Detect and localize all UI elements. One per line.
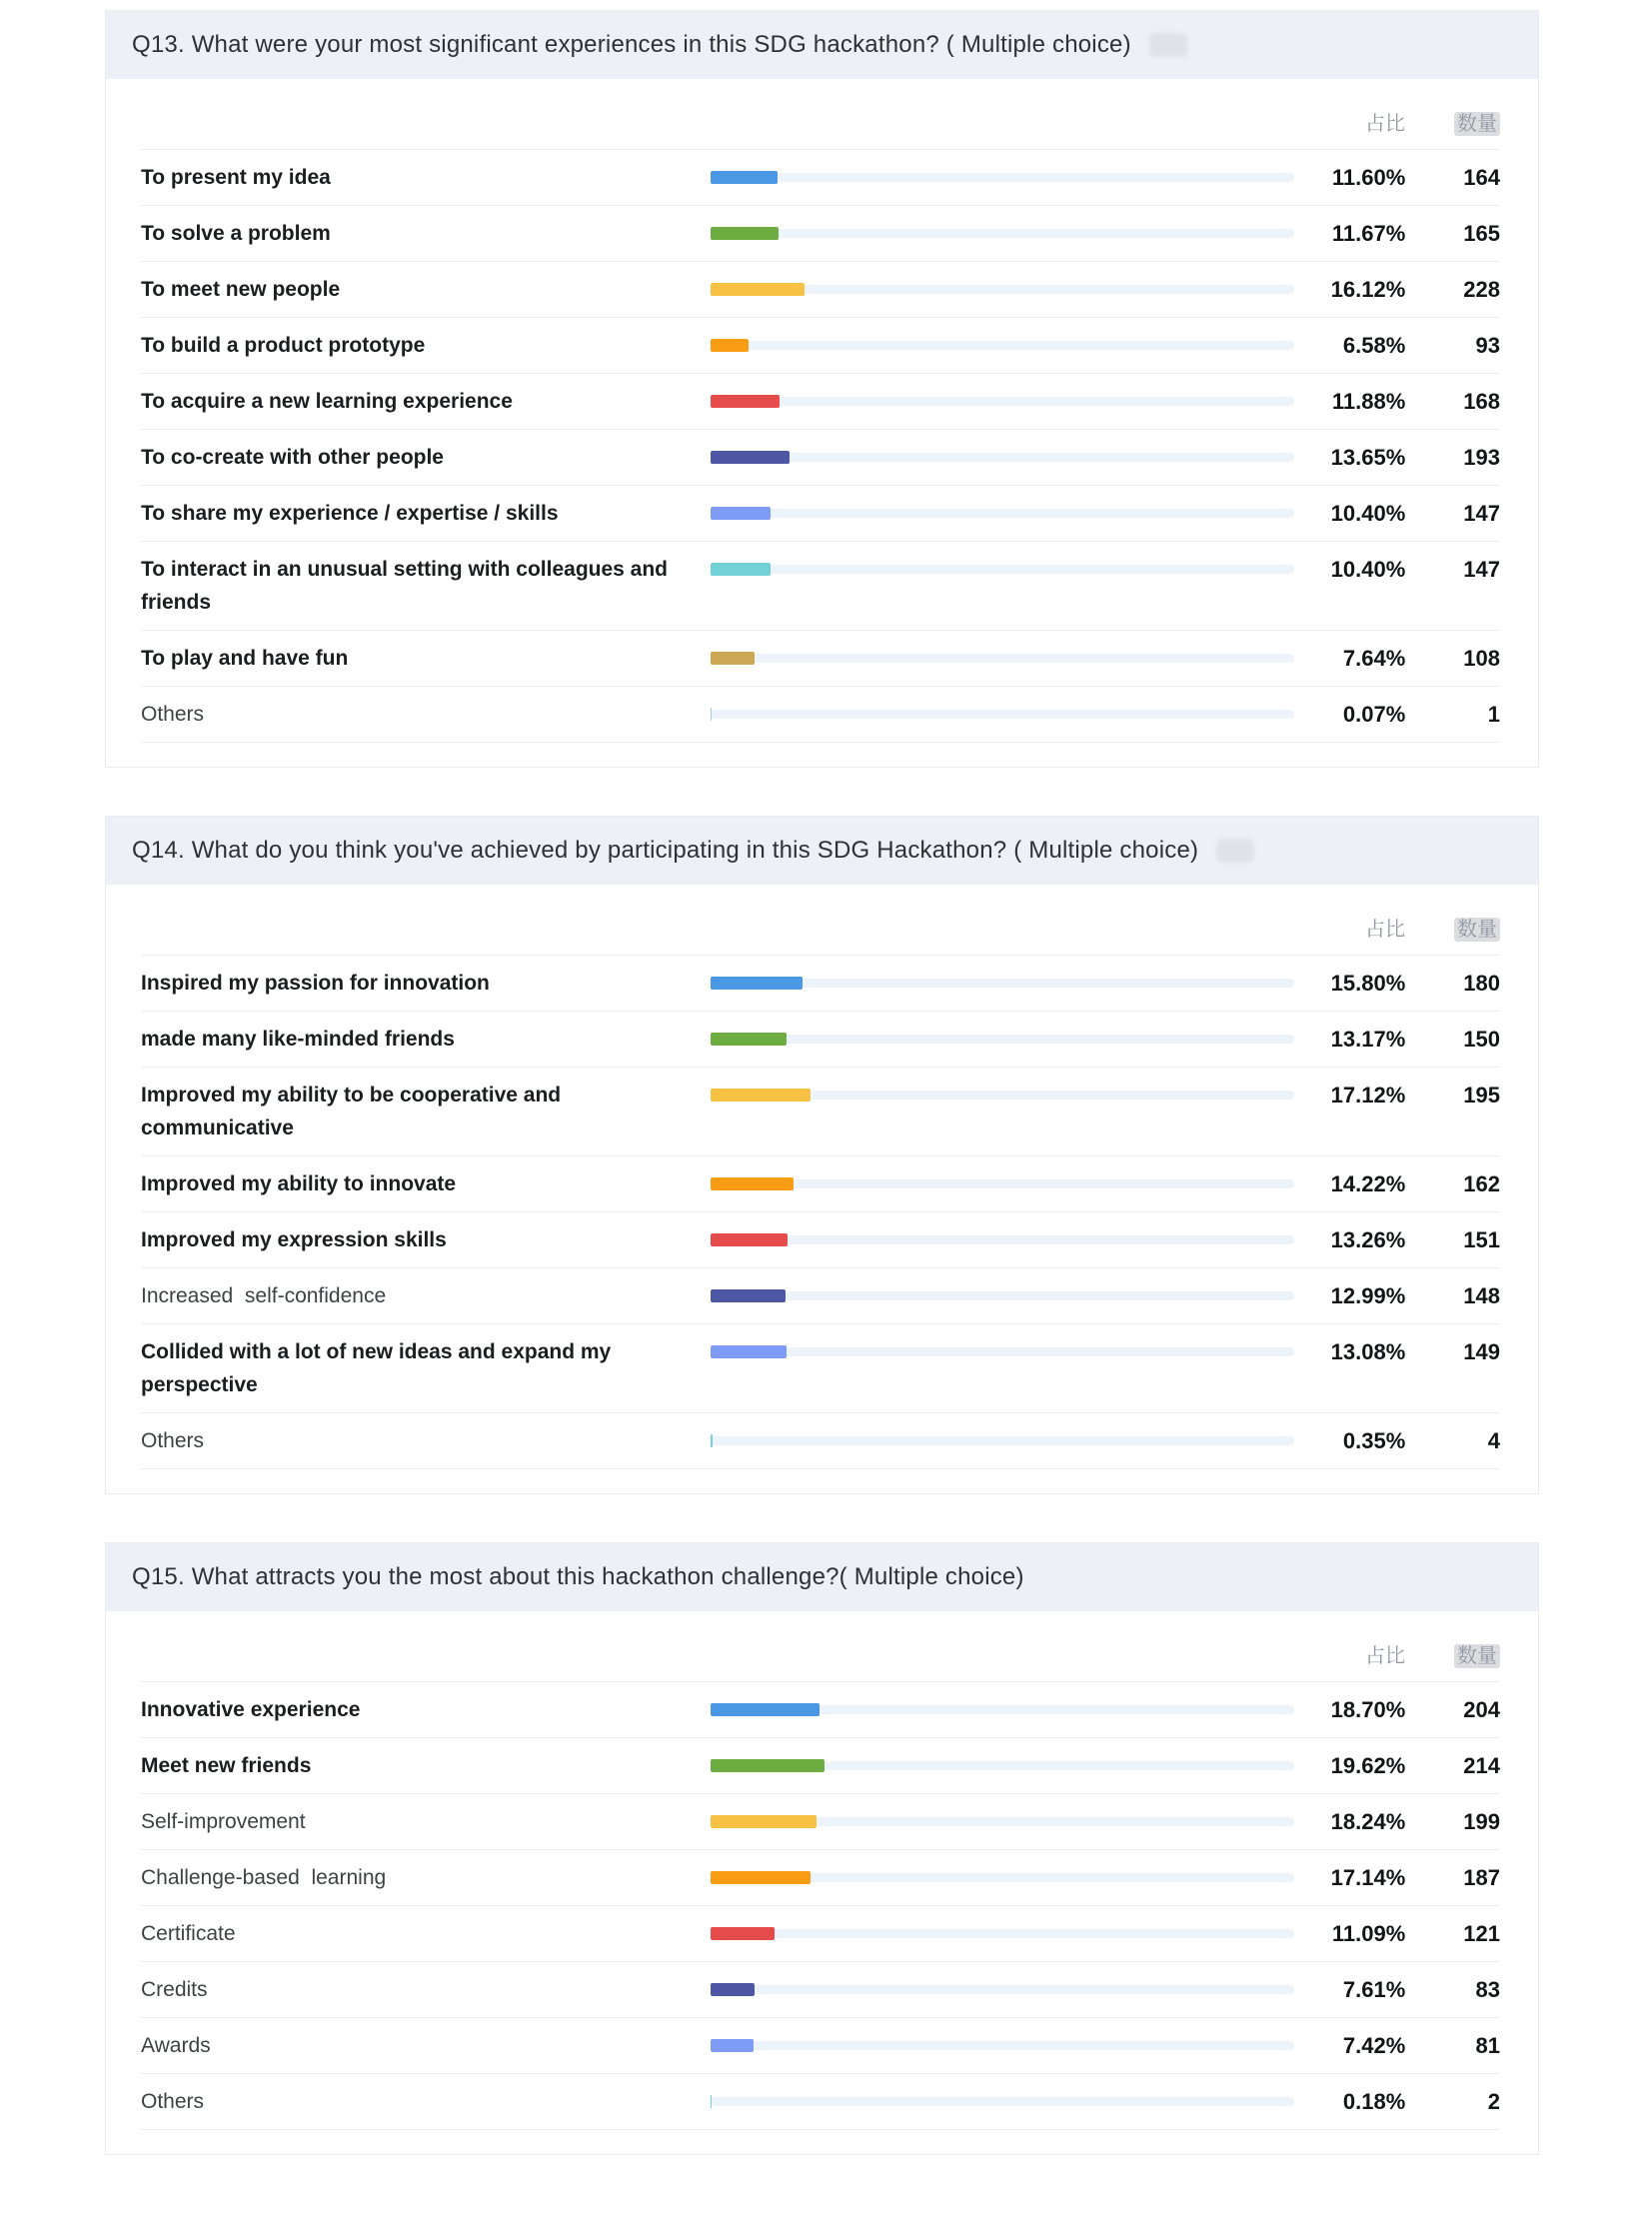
answer-label: Improved my expression skills [141,1223,705,1256]
answer-label: To solve a problem [141,217,705,250]
answer-label: Certificate [141,1917,705,1950]
pct-value: 18.70% [1304,1693,1406,1726]
count-value: 187 [1405,1861,1500,1894]
answer-rows [141,956,1500,1469]
bar-fill [711,339,749,352]
answer-label: To co-create with other people [141,441,705,474]
answer-row [141,1738,1500,1794]
bar-track [711,453,1294,462]
bar-fill [711,1289,787,1302]
answer-bar [705,385,1304,418]
pct-value: 11.09% [1304,1917,1406,1950]
answer-row [141,542,1500,631]
bar-track [711,710,1294,719]
bar-fill [711,507,772,520]
answer-bar [705,1973,1304,2006]
answer-bar [705,1279,1304,1312]
bar-fill [711,1033,788,1046]
question-body [106,1611,1538,2154]
answer-label: Collided with a lot of new ideas and expand my perspective [141,1335,705,1401]
answer-row [141,1156,1500,1212]
question-panel [105,816,1539,1494]
answer-bar [705,497,1304,530]
question-title-bar [106,1543,1538,1611]
answer-row [141,1850,1500,1906]
answer-bar [705,1079,1304,1112]
column-headers [141,897,1500,956]
answer-rows [141,1682,1500,2130]
answer-bar [705,1167,1304,1200]
count-header-highlight: 数量 [1454,918,1500,942]
blurred-badge [1149,33,1187,57]
bar-track [711,1179,1294,1188]
count-value: 108 [1405,642,1500,675]
bar-track [711,1929,1294,1938]
count-value: 168 [1405,385,1500,418]
answer-label: made many like-minded friends [141,1023,705,1056]
answer-label: Self-improvement [141,1805,705,1838]
answer-row [141,2018,1500,2074]
answer-row [141,486,1500,542]
answer-bar [705,273,1304,306]
question-title: Q15. What attracts you the most about this hackathon challenge?( Multiple choice) [132,1563,1024,1591]
count-value: 4 [1405,1424,1500,1457]
bar-fill [711,283,805,296]
answer-row [141,1212,1500,1268]
answer-bar [705,642,1304,675]
answer-row [141,687,1500,743]
bar-fill [711,1177,794,1190]
answer-bar [705,967,1304,1000]
bar-track [711,1985,1294,1994]
answer-row [141,631,1500,687]
bar-fill [711,1703,820,1716]
pct-value: 13.26% [1304,1223,1406,1256]
count-value: 165 [1405,217,1500,250]
answer-label: To share my experience / expertise / skills [141,497,705,530]
answer-label: Inspired my passion for innovation [141,967,705,1000]
pct-value: 11.88% [1304,385,1406,418]
count-value: 151 [1405,1223,1500,1256]
pct-value: 11.67% [1304,217,1406,250]
count-value: 180 [1405,967,1500,1000]
answer-label: Others [141,1424,705,1457]
bar-track [711,1436,1294,1445]
count-value: 162 [1405,1167,1500,1200]
count-value: 2 [1405,2085,1500,2118]
bar-fill [711,227,779,240]
count-value: 193 [1405,441,1500,474]
answer-bar [705,1335,1304,1368]
pct-value: 17.12% [1304,1079,1406,1112]
answer-row [141,1962,1500,2018]
column-header-count [1405,913,1500,942]
pct-value: 10.40% [1304,497,1406,530]
bar-track [711,1035,1294,1044]
count-value: 121 [1405,1917,1500,1950]
bar-fill [711,977,803,990]
pct-value: 11.60% [1304,161,1406,194]
answer-label: Others [141,698,705,731]
count-value: 214 [1405,1749,1500,1782]
answer-row [141,318,1500,374]
blurred-badge [1216,839,1254,863]
pct-value: 7.42% [1304,2029,1406,2062]
column-header-pct: 占比 [1303,1639,1405,1668]
answer-bar [705,1223,1304,1256]
answer-label: To meet new people [141,273,705,306]
bar-track [711,1291,1294,1300]
bar-track [711,229,1294,238]
column-header-count [1405,107,1500,136]
answer-label: Increased self-confidence [141,1279,705,1312]
count-value: 147 [1405,553,1500,586]
bar-fill [711,1871,811,1884]
bar-fill [711,1927,776,1940]
answer-label: Awards [141,2029,705,2062]
column-header-count [1405,1639,1500,1668]
pct-value: 19.62% [1304,1749,1406,1782]
pct-value: 7.61% [1304,1973,1406,2006]
pct-value: 18.24% [1304,1805,1406,1838]
answer-bar [705,1424,1304,1457]
answer-bar [705,1917,1304,1950]
pct-value: 10.40% [1304,553,1406,586]
question-title: Q14. What do you think you've achieved by participating in this SDG Hackathon? ( Multiple choice) [132,837,1198,865]
bar-fill [711,563,772,576]
bar-fill [711,1983,755,1996]
answer-bar [705,1693,1304,1726]
question-title: Q13. What were your most significant experiences in this SDG hackathon? ( Multiple choice) [132,31,1131,59]
answer-row [141,1794,1500,1850]
question-body [106,79,1538,767]
bar-fill [711,652,756,665]
bar-track [711,509,1294,518]
pct-value: 16.12% [1304,273,1406,306]
count-value: 147 [1405,497,1500,530]
pct-value: 7.64% [1304,642,1406,675]
answer-label: Improved my ability to be cooperative and communicative [141,1079,705,1144]
answer-label: Innovative experience [141,1693,705,1726]
answer-bar [705,1805,1304,1838]
pct-value: 0.07% [1304,698,1406,731]
count-value: 81 [1405,2029,1500,2062]
answer-label: To interact in an unusual setting with colleagues and friends [141,553,705,619]
count-value: 150 [1405,1023,1500,1056]
answer-bar [705,553,1304,586]
count-value: 83 [1405,1973,1500,2006]
answer-bar [705,2029,1304,2062]
pct-value: 0.35% [1304,1424,1406,1457]
answer-row [141,1068,1500,1156]
answer-rows [141,150,1500,743]
column-headers [141,1623,1500,1682]
count-value: 204 [1405,1693,1500,1726]
bar-fill [711,2039,754,2052]
answer-row [141,2074,1500,2130]
answer-bar [705,441,1304,474]
answer-row [141,1324,1500,1413]
answer-bar [705,2085,1304,2118]
answer-bar [705,1749,1304,1782]
bar-track [711,565,1294,574]
answer-row [141,262,1500,318]
answer-bar [705,217,1304,250]
answer-bar [705,1023,1304,1056]
bar-track [711,1347,1294,1356]
count-value: 228 [1405,273,1500,306]
answer-row [141,150,1500,206]
answer-row [141,206,1500,262]
answer-row [141,1906,1500,1962]
count-value: 93 [1405,329,1500,362]
pct-value: 15.80% [1304,967,1406,1000]
answer-label: Meet new friends [141,1749,705,1782]
bar-fill [711,1815,818,1828]
column-header-pct: 占比 [1303,107,1405,136]
count-value: 195 [1405,1079,1500,1112]
answer-row [141,430,1500,486]
answer-label: To present my idea [141,161,705,194]
pct-value: 0.18% [1304,2085,1406,2118]
answer-bar [705,698,1304,731]
answer-label: To acquire a new learning experience [141,385,705,418]
answer-label: To build a product prototype [141,329,705,362]
bar-track [711,341,1294,350]
answer-label: Improved my ability to innovate [141,1167,705,1200]
count-value: 199 [1405,1805,1500,1838]
pct-value: 14.22% [1304,1167,1406,1200]
pct-value: 13.08% [1304,1335,1406,1368]
bar-fill [711,1345,787,1358]
bar-track [711,1235,1294,1244]
answer-row [141,1268,1500,1324]
count-header-highlight: 数量 [1454,1644,1500,1668]
pct-value: 13.65% [1304,441,1406,474]
question-title-bar [106,817,1538,885]
column-headers [141,91,1500,150]
answer-bar [705,1861,1304,1894]
question-title-bar [106,11,1538,79]
column-header-pct: 占比 [1303,913,1405,942]
answer-label: Challenge-based learning [141,1861,705,1894]
bar-track [711,654,1294,663]
bar-track [711,173,1294,182]
answer-row [141,1012,1500,1068]
pct-value: 12.99% [1304,1279,1406,1312]
answer-row [141,374,1500,430]
answer-row [141,1682,1500,1738]
bar-fill [711,171,779,184]
answer-label: Credits [141,1973,705,2006]
bar-track [711,397,1294,406]
answer-row [141,956,1500,1012]
bar-track [711,2041,1294,2050]
pct-value: 6.58% [1304,329,1406,362]
answer-bar [705,161,1304,194]
count-value: 149 [1405,1335,1500,1368]
answer-label: To play and have fun [141,642,705,675]
answer-bar [705,329,1304,362]
count-value: 1 [1405,698,1500,731]
answer-row [141,1413,1500,1469]
question-body [106,885,1538,1493]
bar-track [711,2097,1294,2106]
bar-fill [711,1089,811,1102]
bar-fill [711,1434,713,1447]
answer-label: Others [141,2085,705,2118]
question-panel [105,1542,1539,2155]
count-value: 148 [1405,1279,1500,1312]
bar-fill [711,451,791,464]
bar-fill [711,2095,712,2108]
question-panel [105,10,1539,768]
pct-value: 17.14% [1304,1861,1406,1894]
bar-fill [711,395,780,408]
bar-fill [711,1759,826,1772]
count-header-highlight: 数量 [1454,112,1500,136]
count-value: 164 [1405,161,1500,194]
pct-value: 13.17% [1304,1023,1406,1056]
bar-fill [711,1233,788,1246]
